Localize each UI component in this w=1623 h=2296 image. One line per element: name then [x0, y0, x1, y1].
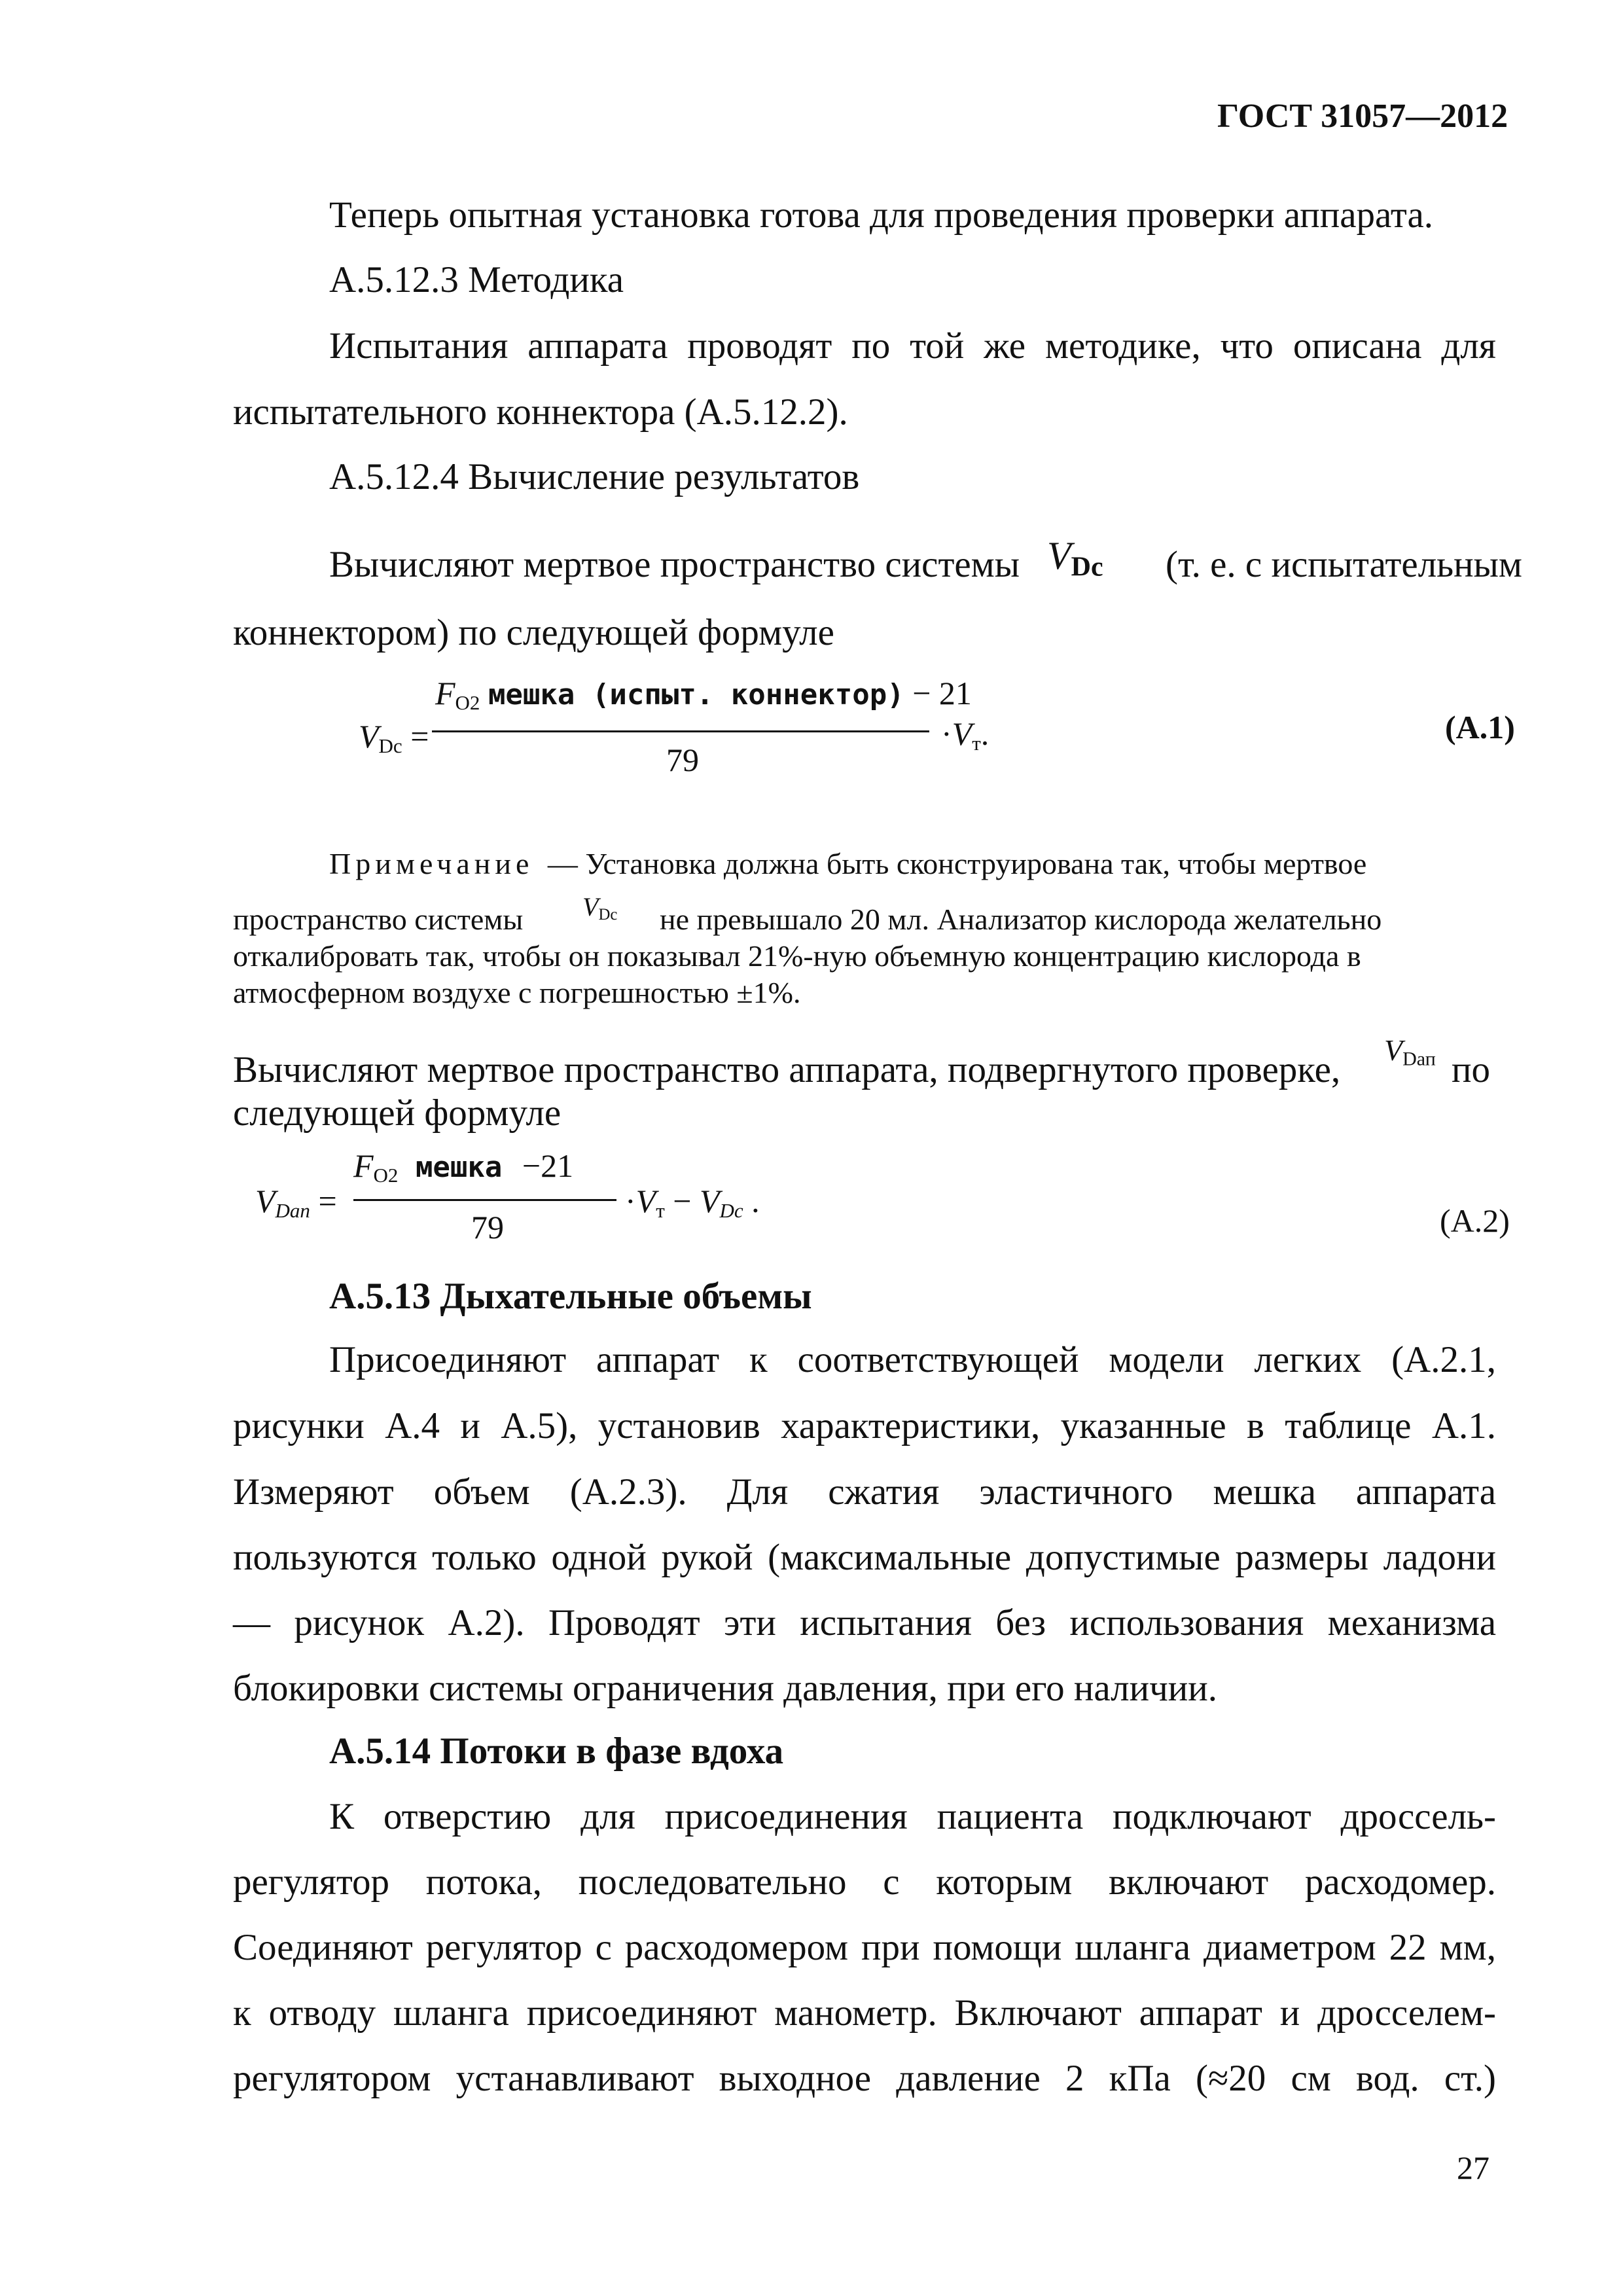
formula-a2-lhs [255, 1182, 337, 1223]
a513-line-2: рисунки А.4 и А.5), установив характеристики, указанные в таблице А.1. [233, 1405, 1496, 1446]
inline-var-vdap [1384, 1033, 1436, 1071]
formula-a1-num-minus: − 21 [912, 675, 972, 711]
a513-line-5: — рисунок А.2). Проводят эти испытания без использования механизма [233, 1602, 1496, 1643]
heading-a514: А.5.14 Потоки в фазе вдоха [329, 1731, 784, 1772]
formula-a2-lhs-sub: Dап [275, 1198, 310, 1222]
var-sub: Dc [1071, 552, 1103, 583]
formula-a2-num-sub: O2 [373, 1163, 399, 1187]
paragraph-dead-space-apparatus: Вычисляют мертвое пространство аппарата, подвергнутого проверке, [233, 1049, 1341, 1090]
inline-vdap-sub: Dап [1402, 1048, 1436, 1070]
note-line2-before: пространство системы [233, 903, 524, 936]
note-line4: атмосферном воздухе с погрешностью ±1%. [233, 976, 801, 1009]
note-line2-after: не превышало 20 мл. Анализатор кислорода желательно [660, 903, 1382, 936]
formula-a2-num-text: мешка [415, 1151, 503, 1184]
formula-a2-num-minus: −21 [522, 1147, 574, 1184]
paragraph-testing-line2: испытательного коннектора (А.5.12.2). [233, 391, 848, 433]
formula-a1-denominator: 79 [666, 742, 699, 778]
note-line1-text: — Установка должна быть сконструирована так, чтобы мертвое [547, 847, 1367, 880]
formula-a2-factor: $\cdot V_т - V_{Dc}$ . [625, 1183, 760, 1222]
formula-a1-number: (A.1) [1445, 709, 1515, 745]
formula-a1-lhs-var: V [359, 718, 379, 755]
paragraph-dead-space-apparatus-after: по [1452, 1049, 1491, 1090]
heading-a513: А.5.13 Дыхательные объемы [329, 1276, 812, 1317]
note-label: Примечание [329, 847, 534, 880]
paragraph-dead-space-system-line2: коннектором) по следующей формуле [233, 612, 834, 653]
a513-line-4: пользуются только одной рукой (максимальные допустимые размеры ладони [233, 1537, 1496, 1578]
note-line1 [329, 846, 1496, 881]
inline-var-vdc [1047, 533, 1103, 583]
inline-vdap-var: V [1384, 1033, 1403, 1067]
formula-a2-num-var: F [353, 1147, 374, 1184]
a514-line-4: к отводу шланга присоединяют манометр. Включают аппарат и дросселем- [233, 1992, 1496, 2034]
a513-line-6: блокировки системы ограничения давления, при его наличии. [233, 1668, 1218, 1709]
formula-a2-factor-var: V [635, 1183, 656, 1219]
formula-a1-num-text: мешка (испыт. коннектор) [488, 678, 904, 711]
formula-a2-lhs-var: V [255, 1183, 276, 1219]
document-header: ГОСТ 31057—2012 [1217, 98, 1508, 135]
formula-a1-num-sub: O2 [455, 691, 480, 714]
formula-a1-factor: $\cdot V_т$. [941, 715, 990, 755]
formula-a2-fraction-bar [353, 1199, 616, 1201]
paragraph-dead-space-system-after: (т. е. с испытательным [1166, 544, 1523, 585]
formula-a2-minus-var: V [699, 1183, 720, 1219]
formula-a1-lhs-sub: Dc [378, 734, 402, 757]
var-v: V [1047, 534, 1071, 577]
a513-line-1: Присоединяют аппарат к соответствующей модели легких (А.2.1, [329, 1339, 1496, 1380]
a514-line-5: регулятором устанавливают выходное давление 2 кПа (≈20 см вод. ст.) [233, 2058, 1496, 2099]
paragraph-testing-line1: Испытания аппарата проводят по той же методике, что описана для [329, 325, 1496, 367]
formula-a1-lhs [359, 717, 429, 758]
page-number: 27 [1457, 2149, 1489, 2186]
note-var-v: V [582, 892, 599, 922]
equals-sign: = [318, 1183, 337, 1219]
formula-a2-factor-sub: т [656, 1198, 665, 1222]
a513-line-3: Измеряют объем (А.2.3). Для сжатия эластичного мешка аппарата [233, 1471, 1496, 1513]
heading-a5123: А.5.12.3 Методика [329, 259, 624, 300]
formula-a2-minus-sub: Dc [719, 1198, 743, 1222]
formula-a1-factor-var: V [952, 715, 972, 752]
formula-a1-num-var: F [435, 675, 455, 711]
formula-a2-numerator [353, 1147, 573, 1187]
a514-line-1: К отверстию для присоединения пациента подключают дроссель- [329, 1796, 1496, 1837]
formula-a2-number: (A.2) [1440, 1202, 1510, 1239]
paragraph-dead-space-system: Вычисляют мертвое пространство системы [329, 544, 1020, 585]
paragraph-dead-space-apparatus-line2: следующей формуле [233, 1092, 562, 1134]
equals-sign: = [410, 718, 429, 755]
a514-line-3: Соединяют регулятор с расходомером при помощи шланга диаметром 22 мм, [233, 1927, 1496, 1968]
formula-a1-factor-sub: т [972, 731, 981, 755]
note-line3: откалибровать так, чтобы он показывал 21%-ную объемную концентрацию кислорода в [233, 939, 1361, 973]
a514-line-2: регулятор потока, последовательно с которым включают расходомер. [233, 1861, 1496, 1903]
formula-a1-numerator [435, 674, 972, 715]
paragraph-setup-ready: Теперь опытная установка готова для проведения проверки аппарата. [329, 194, 1434, 236]
heading-a5124: А.5.12.4 Вычисление результатов [329, 456, 860, 497]
formula-a1-fraction-bar [432, 730, 929, 732]
formula-a2-denominator: 79 [471, 1209, 504, 1246]
note-inline-vdc [582, 891, 617, 924]
note-var-sub: Dc [598, 906, 618, 924]
